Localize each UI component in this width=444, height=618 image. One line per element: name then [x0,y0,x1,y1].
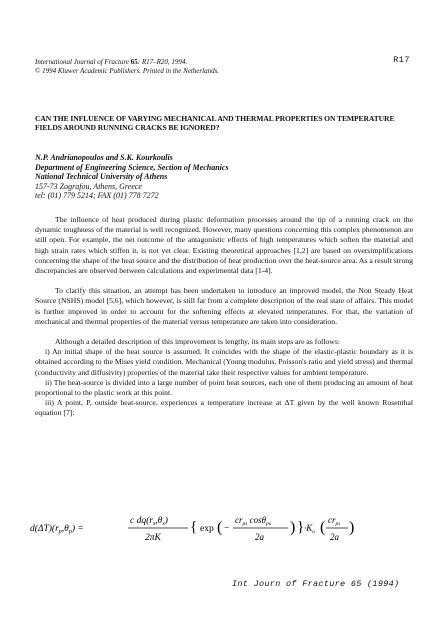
exp-denominator: 2a [255,532,264,542]
bessel-k0: $\cdot K_o$ [304,523,316,535]
paren-open: ( [217,519,223,536]
brace-open: { [190,519,198,535]
paper-title: CAN THE INFLUENCE OF VARYING MECHANICAL AND THERMAL PROPERTIES ON TEMPERATURE FIELDS AROUND RUNNING CRACKS BE IGNORED? [35,114,395,133]
body-text [35,215,413,419]
equation-lhs: $d(\Delta T)(r_p,\theta_p)$ = [30,524,84,535]
author-city: 157-73 Zografou, Athens, Greece [35,181,142,191]
author-university: National Technical University of Athens [35,172,168,182]
rosenthal-equation [30,509,420,545]
paren-open-2: ( [320,519,326,536]
paragraph-steps-intro: Although a detailed description of this improvement is lengthy, its main steps are as follows: [55,337,340,347]
step-item-ii: ii) The heat-source is divided into a large number of point heat sources, each one of them producing an amount of heat proportional to the plastic work at this point. [35,377,413,398]
page-number: R17 [393,55,410,65]
paragraph-nshs-model: To clarify this situation, an attempt has been undertaken to introduce an improved model, the Non Steady Heat Source (NSHS) model [5,6], which however, is still far from a complete description of the real state of affairs. This model is further improved in order to account for the softening effects at elevated temperatures. For that, the variation of mechanical and thermal properties of the material versus temperature are taken into consideration. [35,286,413,326]
equation-denominator: 2πK [145,533,161,543]
minus-sign: − [224,524,230,534]
paren-close-2: ) [349,519,355,536]
paragraph-intro: The influence of heat produced during plastic deformation processes around the tip of a running crack on the dynamic toughness of the material is well recognized. However, many questions concerning this complex phenomenon are still open. For example, the net outcome of the antagonistic effects of high temperatures which soften the material and high strain rates which stiffen it, is not yet clear. Existing theoretical approaches [1,2] are based on oversimplifications concerning the shape of the heat source and the distribution of heat production over the heat-source area. As a result strong discrepancies are observed between calculations and experimental data [1-4]. [35,215,413,276]
step-item-iii: iii) A point, P, outside heat-source, experiences a temperature increase at ΔT given by the well known Rosenthal equation [7]: [35,398,413,418]
copyright-line: © 1994 Kluwer Academic Publishers. Printed in the Netherlands. [35,67,220,75]
author-names: N.P. Andrianopoulos and S.K. Kourkoulis [35,153,173,162]
equation-numerator: c $dq(r_s,\theta_s)$ [130,516,168,527]
journal-citation [35,58,355,76]
author-contact: tel: (01) 779 5214; FAX (01) 778 7272 [35,191,159,201]
exp-word: exp [200,524,214,534]
step-item-i: i) An initial shape of the heat source is assumed. It coincides with the shape of the elastic-plastic boundary as it is obtained according to the Mises yield condition. Mechanical (Young modulus, Poisson's ratio and yield stress) and thermal (conductivity and diffusivity) properties of the material take their respective values for ambient temperature. [35,347,413,377]
author-department: Department of Engineering Science, Section of Mechanics [35,162,229,172]
running-footer: Int Journ of Fracture 65 (1994) [232,579,400,589]
exp-numerator: $cr_{ps}$ cosθ$_{ps}$ [235,515,271,527]
citation-prefix: International Journal of Fracture [35,58,131,66]
citation-line [35,58,355,67]
bessel-denominator: 2a [330,532,339,542]
paren-close: ) [290,519,296,536]
author-block [35,153,395,201]
brace-close: } [297,519,305,535]
citation-volume: 65 [130,58,138,66]
bessel-numerator: $cr_{ps}$ [328,515,341,527]
citation-suffix: : R17–R20, 1994. [137,58,188,66]
